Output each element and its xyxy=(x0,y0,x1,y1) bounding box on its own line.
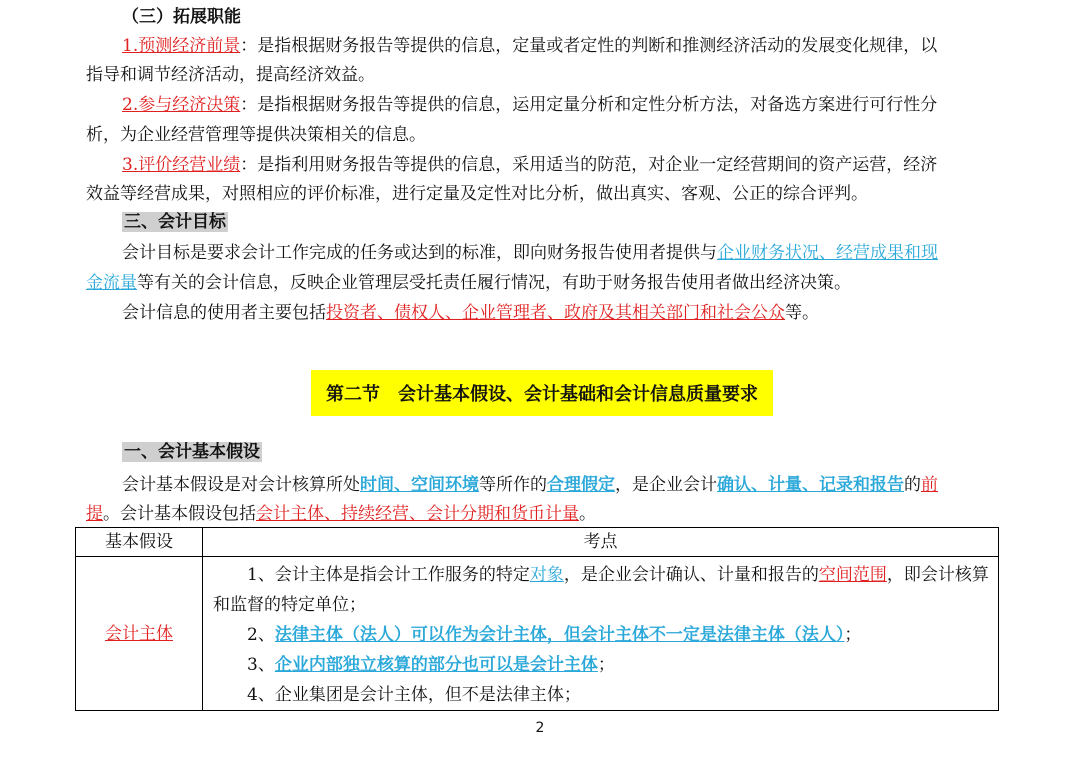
section-2-title: 第二节 会计基本假设、会计基础和会计信息质量要求 xyxy=(311,370,773,416)
highlight-cyan: 确认、计量、记录和报告 xyxy=(717,475,904,495)
text-run: 会计目标是要求会计工作完成的任务或达到的标准，即向财务报告使用者提供与 xyxy=(122,243,717,263)
basic-assumptions-heading xyxy=(122,441,998,463)
extended-item-1 xyxy=(122,35,998,57)
text-run: 3、 xyxy=(247,655,275,675)
text-run: 会计信息的使用者主要包括 xyxy=(122,303,326,323)
highlight-cyan: 企业财务状况、经营成果和现 xyxy=(717,243,938,263)
column-header-assumption: 基本假设 xyxy=(76,528,203,557)
goal-paragraph-2 xyxy=(122,302,998,324)
text-run: 的 xyxy=(904,475,921,495)
item-label: 2.参与经济决策 xyxy=(122,95,241,115)
highlight-cyan: 合理假定 xyxy=(547,475,615,495)
extended-item-2 xyxy=(122,94,998,116)
highlight-red: 空间范围 xyxy=(818,565,887,585)
goal-paragraph-1 xyxy=(122,242,998,264)
text-run: 2、 xyxy=(247,625,275,645)
page-number: 2 xyxy=(535,720,545,736)
highlight-red: 会计主体、持续经营、会计分期和货币计量 xyxy=(256,504,579,524)
highlight-red: 提 xyxy=(86,504,103,524)
highlight-cyan: 企业内部独立核算的部分也可以是会计主体 xyxy=(274,655,598,675)
point-4: 4、企业集团是会计主体，但不是法律主体； xyxy=(247,685,581,705)
point-2 xyxy=(213,620,990,650)
extended-item-1-cont: 指导和调节经济活动，提高经济效益。 xyxy=(86,65,375,85)
highlight-cyan: 时间、空间环境 xyxy=(360,475,479,495)
text-run: 等有关的会计信息，反映企业管理层受托责任履行情况，有助于财务报告使用者做出经济决策。 xyxy=(137,273,851,293)
item-label: 3.评价经营业绩 xyxy=(122,155,241,175)
highlight-red: 前 xyxy=(921,475,938,495)
item-label: 1.预测经济前景 xyxy=(122,36,241,56)
text-run: 等。 xyxy=(785,303,819,323)
extended-item-2-cont: 析，为企业经营管理等提供决策相关的信息。 xyxy=(86,125,426,145)
point-1 xyxy=(213,560,990,620)
accounting-goal-heading xyxy=(122,211,998,233)
item-text: ：是指根据财务报告等提供的信息，运用定量分析和定性分析方法，对备选方案进行可行性分 xyxy=(240,95,938,115)
item-text: ：是指根据财务报告等提供的信息，定量或者定性的判断和推测经济活动的发展变化规律，以 xyxy=(240,36,938,56)
highlight-cyan: 法律主体（法人）可以作为会计主体，但会计主体不一定是法律主体（法人） xyxy=(274,625,845,645)
assumptions-paragraph xyxy=(122,474,998,496)
heading-highlight: 一、会计基本假设 xyxy=(124,442,260,462)
text-run: ，是企业会计 xyxy=(615,475,717,495)
goal-paragraph-1-cont xyxy=(86,272,998,294)
highlight-red: 投资者、债权人、企业管理者、政府及其相关部门和社会公众 xyxy=(326,303,785,323)
points-cell xyxy=(203,557,999,711)
text-run: 会计基本假设是对会计核算所处 xyxy=(122,475,360,495)
assumptions-table xyxy=(75,527,999,711)
text-run: 。会计基本假设包括 xyxy=(103,504,256,524)
extended-item-3 xyxy=(122,154,998,176)
text-run: 1、会计主体是指会计工作服务的特定 xyxy=(247,565,530,585)
table-row xyxy=(76,557,999,711)
column-header-points: 考点 xyxy=(203,528,999,557)
extended-functions-heading: （三）拓展职能 xyxy=(122,7,241,27)
highlight-cyan: 对象 xyxy=(529,565,564,585)
heading-highlight: 三、会计目标 xyxy=(124,212,226,232)
highlight-cyan: 金流量 xyxy=(86,273,137,293)
text-run: 。 xyxy=(579,504,596,524)
text-run: ； xyxy=(844,625,862,645)
row-name-cell xyxy=(76,557,203,711)
table-header-row xyxy=(76,528,999,557)
row-name: 会计主体 xyxy=(105,623,173,644)
extended-item-3-cont: 效益等经营成果，对照相应的评价标准，进行定量及定性对比分析，做出真实、客观、公正的综合评判。 xyxy=(86,184,868,204)
text-run: ，是企业会计确认、计量和报告的 xyxy=(563,565,819,585)
text-run: ； xyxy=(597,655,615,675)
text-run: ，即会计核算和监督的特定单位； xyxy=(213,565,989,615)
item-text: ：是指利用财务报告等提供的信息，采用适当的防范，对企业一定经营期间的资产运营，经济 xyxy=(240,155,938,175)
text-run: 等所作的 xyxy=(479,475,547,495)
point-3 xyxy=(213,650,990,680)
assumptions-paragraph-cont xyxy=(86,503,998,525)
